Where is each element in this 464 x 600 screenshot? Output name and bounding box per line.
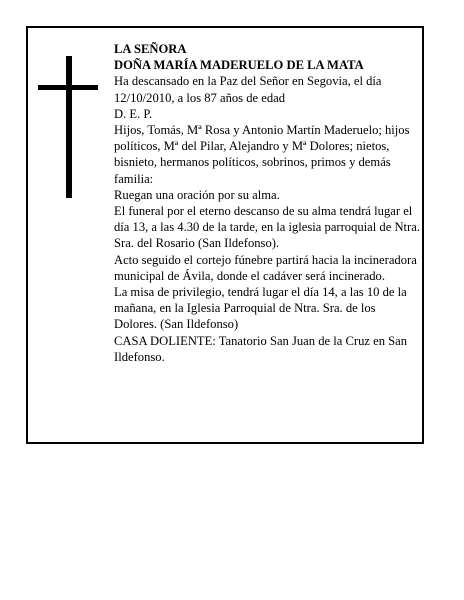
prayer-request: Ruegan una oración por su alma. bbox=[114, 187, 280, 202]
family-list: Hijos, Tomás, Mª Rosa y Antonio Martín Maderuelo; hijos políticos, Mª del Pilar, Alejandro y Mª Dolores; nietos, bisnieto, hermanos políticos, sobrinos, primos y demás familia: bbox=[114, 123, 410, 186]
rip-line: D. E. P. bbox=[114, 106, 153, 121]
mass-details: La misa de privilegio, tendrá lugar el día 14, a las 10 de la mañana, en la Iglesia Parroquial de Ntra. Sra. de los Dolores. (San Ildefonso) bbox=[114, 285, 407, 332]
obituary-card bbox=[26, 26, 424, 444]
funeral-details: El funeral por el eterno descanso de su alma tendrá lugar el día 13, a las 4.30 de la tarde, en la iglesia parroquial de Ntra. Sra. del Rosario (San Ildefonso). bbox=[114, 204, 420, 251]
obituary-text bbox=[114, 41, 420, 365]
cross-vertical-bar bbox=[66, 56, 72, 198]
deceased-name: DOÑA MARÍA MADERUELO DE LA MATA bbox=[114, 58, 364, 73]
procession-details: Acto seguido el cortejo fúnebre partirá hacia la incineradora municipal de Ávila, donde el cadáver será incinerado. bbox=[114, 252, 417, 283]
death-announcement: Ha descansado en la Paz del Señor en Segovia, el día 12/10/2010, a los 87 años de edad bbox=[114, 74, 382, 105]
cross-horizontal-bar bbox=[38, 85, 98, 90]
mourning-house: CASA DOLIENTE: Tanatorio San Juan de la Cruz en San Ildefonso. bbox=[114, 333, 408, 364]
notice-title: LA SEÑORA bbox=[114, 42, 187, 56]
